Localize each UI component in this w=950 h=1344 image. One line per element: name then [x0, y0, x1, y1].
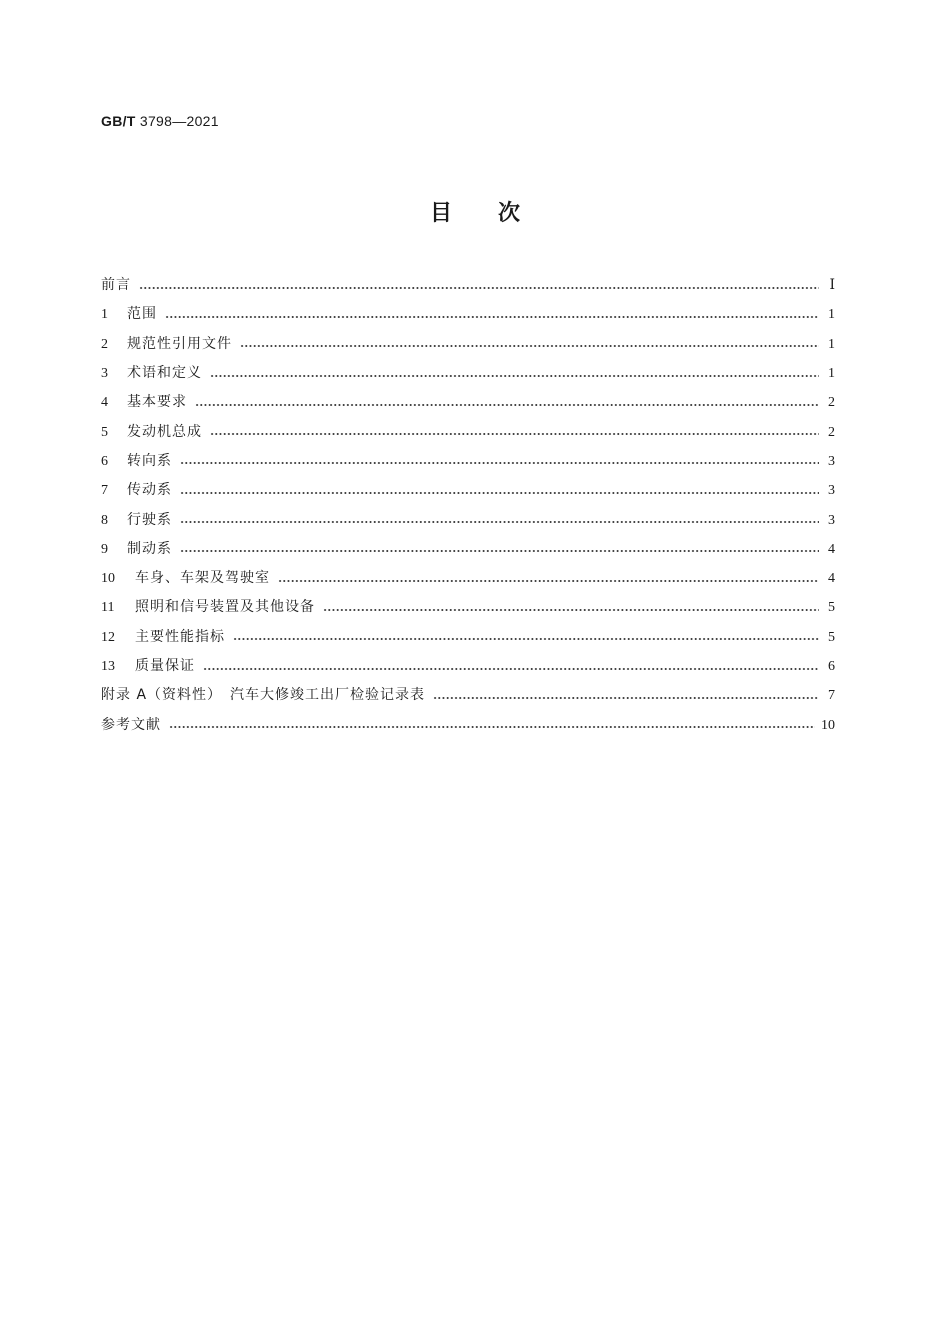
toc-leader-dots	[139, 287, 819, 289]
toc-page-number: 7	[828, 688, 835, 704]
toc-entry-number: 4	[101, 395, 108, 411]
toc-entry-number: 11	[101, 600, 115, 616]
toc-entry[interactable]	[101, 447, 835, 476]
toc-entry-number: 9	[101, 541, 108, 557]
toc-entry-label: 车身、车架及驾驶室	[135, 570, 270, 587]
toc-page-number: 6	[828, 659, 835, 674]
toc-page-number: 3	[828, 483, 835, 499]
toc-leader-dots	[203, 668, 819, 670]
toc-entry-label: 行驶系	[127, 511, 172, 528]
toc-entry-number: 7	[101, 483, 108, 499]
standard-code	[101, 113, 219, 129]
toc-page-number: 2	[828, 395, 835, 411]
toc-entry[interactable]	[101, 359, 835, 388]
toc-entry-number: 3	[101, 366, 108, 382]
toc-page-number: 1	[828, 307, 835, 323]
toc-leader-dots	[180, 521, 819, 523]
toc-entry-label: 质量保证	[135, 658, 195, 674]
toc-page-number: 4	[828, 541, 835, 557]
toc-entry[interactable]	[101, 681, 835, 710]
toc-entry-number: 2	[101, 336, 108, 352]
toc-leader-dots	[165, 316, 819, 318]
toc-page-number: 10	[821, 717, 835, 733]
toc-entry[interactable]	[101, 271, 835, 300]
toc-entry-label: 转向系	[127, 452, 172, 469]
standard-prefix: GB/T	[101, 113, 136, 129]
toc-entry-number: 13	[101, 659, 115, 674]
toc-entry[interactable]	[101, 535, 835, 564]
toc-entry-number: 12	[101, 629, 115, 645]
toc-entry-label: 基本要求	[127, 394, 187, 411]
toc-entry-number: 6	[101, 453, 108, 469]
toc-leader-dots	[278, 580, 819, 582]
toc-entry[interactable]	[101, 564, 835, 593]
toc-leader-dots	[210, 375, 819, 377]
toc-leader-dots	[323, 609, 819, 611]
toc-page-number: 1	[828, 366, 835, 382]
toc-entry[interactable]	[101, 505, 835, 534]
toc-entry[interactable]	[101, 710, 835, 739]
toc-entry[interactable]	[101, 476, 835, 505]
page-title: 目次	[429, 201, 566, 226]
toc-entry[interactable]	[101, 652, 835, 681]
toc-page-number: 5	[828, 629, 835, 645]
toc-leader-dots	[169, 726, 815, 728]
toc-entry-label: 规范性引用文件	[127, 335, 232, 352]
toc-leader-dots	[233, 638, 819, 640]
toc-entry[interactable]	[101, 593, 835, 622]
toc-entry[interactable]	[101, 330, 835, 359]
toc-entry-number: 1	[101, 307, 108, 323]
toc-leader-dots	[240, 345, 819, 347]
toc-entry[interactable]	[101, 623, 835, 652]
toc-page-number: 4	[828, 571, 835, 587]
toc-leader-dots	[195, 404, 819, 406]
toc-entry-label: 发动机总成	[127, 423, 202, 440]
toc-entry-label: 术语和定义	[127, 365, 202, 382]
toc-page-number: 5	[828, 600, 835, 616]
toc-entry[interactable]	[101, 388, 835, 417]
toc-page-number: 1	[828, 336, 835, 352]
toc-entry-label: 范围	[127, 306, 157, 323]
toc-entry-label: 照明和信号装置及其他设备	[135, 599, 315, 616]
toc-entry-label: 传动系	[127, 482, 172, 499]
toc-page-number: 3	[828, 512, 835, 528]
toc-entry-number: 5	[101, 424, 108, 440]
toc-entry-label: 主要性能指标	[135, 628, 225, 645]
toc-entry-label: 制动系	[127, 540, 172, 557]
toc-entry-number: 10	[101, 571, 115, 587]
toc-page-number: Ⅰ	[829, 278, 835, 294]
toc-leader-dots	[180, 462, 819, 464]
toc-entry-number: 8	[101, 512, 108, 528]
table-of-contents	[101, 271, 835, 740]
toc-page-number: 3	[828, 453, 835, 469]
toc-entry[interactable]	[101, 300, 835, 329]
toc-leader-dots	[180, 550, 819, 552]
toc-leader-dots	[210, 433, 819, 435]
toc-entry-label: 参考文献	[101, 716, 161, 733]
toc-entry-label: 附录 A（资料性） 汽车大修竣工出厂检验记录表	[101, 687, 426, 704]
toc-leader-dots	[180, 492, 819, 494]
toc-entry[interactable]	[101, 417, 835, 446]
toc-entry-label: 前言	[101, 277, 131, 294]
toc-page-number: 2	[828, 424, 835, 440]
standard-number: 3798—2021	[139, 113, 219, 129]
toc-leader-dots	[433, 697, 819, 699]
